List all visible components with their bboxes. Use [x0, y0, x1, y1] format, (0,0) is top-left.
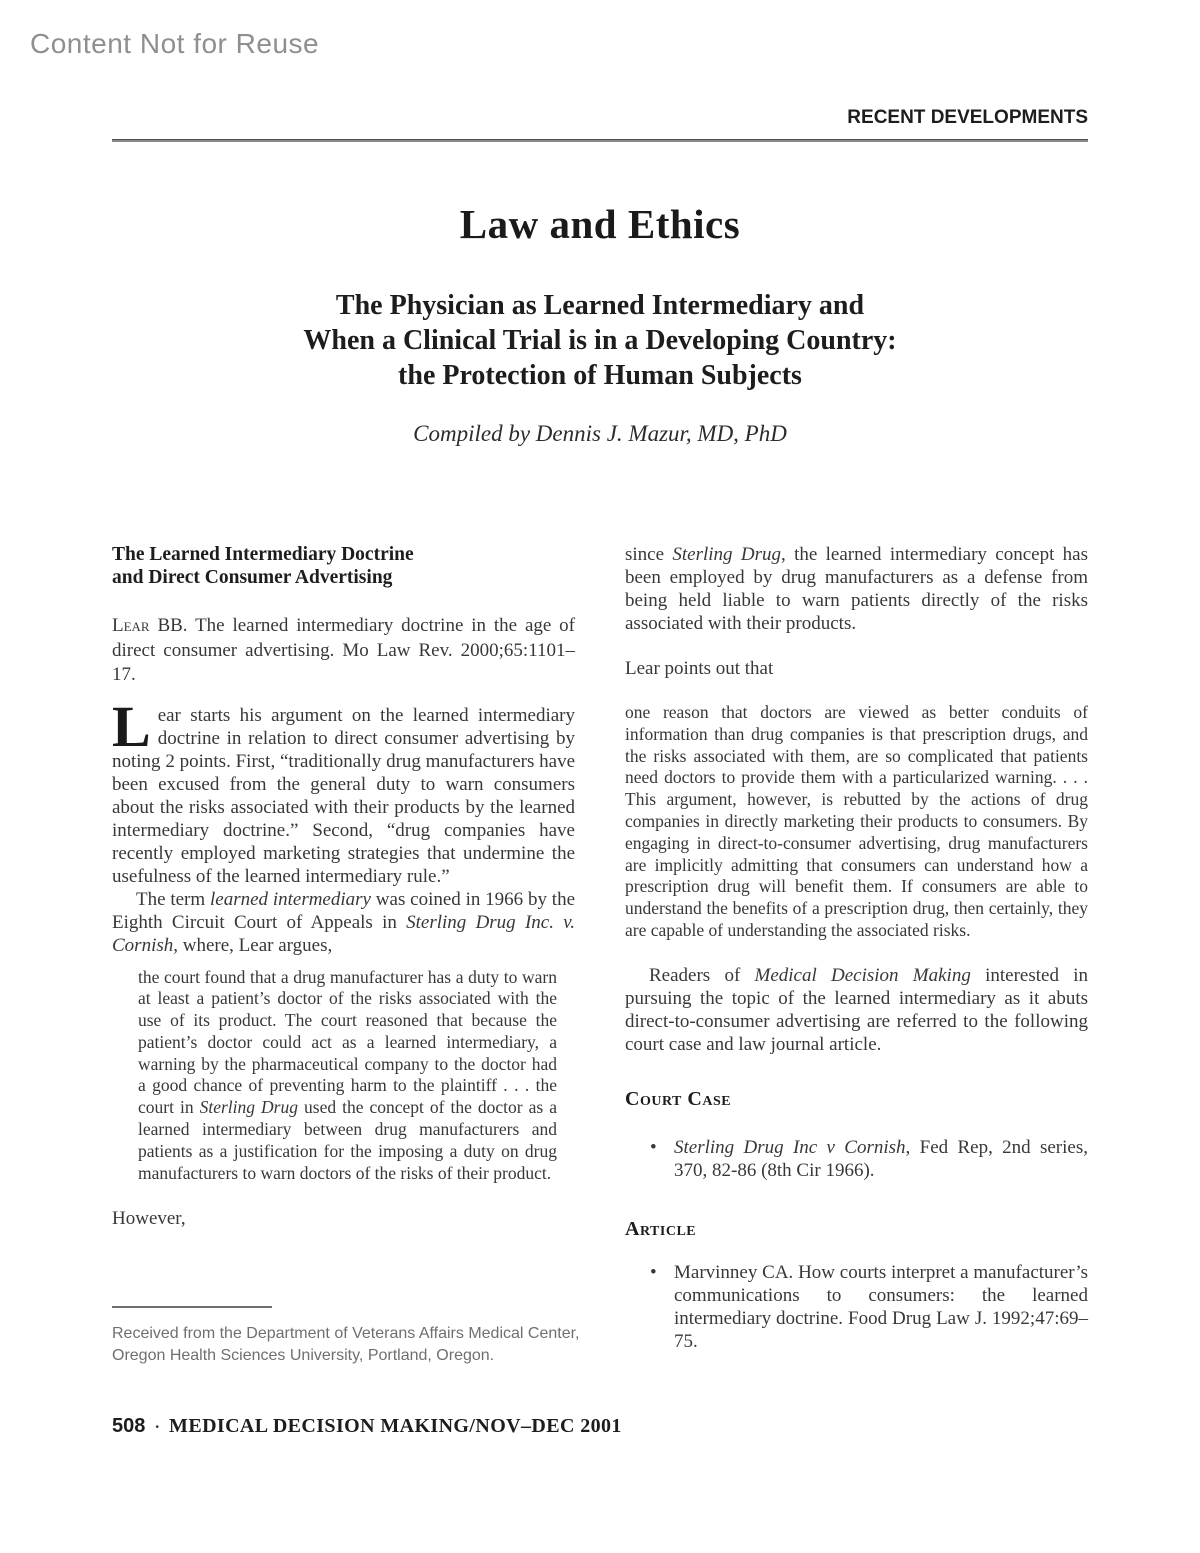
section-heading [112, 543, 575, 589]
journal-title: MEDICAL DECISION MAKING/NOV–DEC 2001 [169, 1415, 622, 1437]
however-text: However, [112, 1208, 186, 1230]
section-heading-line-2: and Direct Consumer Advertising [112, 567, 393, 588]
left-column [112, 543, 575, 1353]
article-list-item [625, 1261, 1088, 1353]
page-number: 508 [112, 1415, 146, 1437]
subtitle-line-1: The Physician as Learned Intermediary and [335, 290, 865, 321]
lead-paragraph-text: ear starts his argument on the learned intermediary doctrine in relation to direct consumer advertising by noting 2 points. First, “traditionally drug manufacturers have been excused from the general duty to warn consumers about the risks associated with their products by the learned intermediary doctrine.” Second, “drug companies have recently employed marketing strategies that undermine the usefulness of the learned intermediary rule.” [112, 704, 575, 887]
bullet-icon: • [650, 1136, 657, 1158]
footnote-rule [112, 1306, 272, 1308]
article-body [112, 543, 1088, 1353]
drop-cap: L [112, 693, 151, 759]
readers-paragraph: Readers of Medical Decision Making interested in pursuing the topic of the learned intermediary as it abuts direct-to-consumer advertising are referred to the following court case and law journal article. [625, 964, 1088, 1055]
court-case-reference: Sterling Drug Inc v Cornish, Fed Rep, 2nd series, 370, 82-86 (8th Cir 1966). [674, 1136, 1088, 1181]
page-title: Law and Ethics [459, 201, 741, 247]
lead-paragraph [112, 693, 575, 888]
citation-paragraph: Lear BB. The learned intermediary doctrine in the age of direct consumer advertising. Mo Law Rev. 2000;65:1101–17. [112, 615, 575, 685]
subtitle-line-3: the Protection of Human Subjects [398, 360, 802, 391]
article-reference: Marvinney CA. How courts interpret a manufacturer’s communications to consumers: the learned intermediary doctrine. Food Drug Law J. 1992;47:69–75. [674, 1261, 1088, 1352]
court-quote-block: the court found that a drug manufacturer has a duty to warn at least a patient’s doctor of the risks associated with the use of its product. The court reasoned that because the patient’s doctor could act as a learned intermediary, a warning by the pharmaceutical company to the doctor had a good chance of preventing harm to the plaintiff . . . the court in Sterling Drug used the concept of the doctor as a learned intermediary between drug manufacturers and patients as a justification for the imposing a duty on drug manufacturers to warn doctors of the risks of their product. [138, 966, 557, 1183]
running-head: RECENT DEVELOPMENTS [847, 107, 1088, 128]
header-rule [112, 139, 1088, 142]
byline: Compiled by Dennis J. Mazur, MD, PhD [413, 421, 787, 446]
footer-separator: · [154, 1417, 161, 1436]
footnote-text: Received from the Department of Veterans Affairs Medical Center, Oregon Health Sciences University, Portland, Oregon. [112, 1325, 580, 1364]
continuation-paragraph: since Sterling Drug, the learned intermediary concept has been employed by drug manufacturers as a defense from being held liable to warn patients directly of the risks associated with their products. [625, 544, 1089, 634]
term-paragraph: The term learned intermediary was coined in 1966 by the Eighth Circuit Court of Appeals in Sterling Drug Inc. v. Cornish, where, Lear argues, [112, 888, 576, 956]
page-subtitle [0, 288, 1200, 393]
subtitle-line-2: When a Clinical Trial is in a Developing Country: [303, 325, 897, 356]
court-case-heading: Court Case [625, 1087, 732, 1110]
page-footer [112, 1415, 622, 1438]
right-column [625, 543, 1088, 1353]
section-heading-line-1: The Learned Intermediary Doctrine [112, 544, 414, 565]
article-heading: Article [625, 1217, 697, 1240]
watermark-text: Content Not for Reuse [30, 28, 320, 59]
footnote-block [112, 1306, 582, 1367]
lear-intro-text: Lear points out that [625, 658, 774, 679]
court-case-list-item [625, 1136, 1088, 1182]
bullet-icon: • [650, 1261, 657, 1283]
lear-quote-block: one reason that doctors are viewed as better conduits of information than drug companies is that prescription drugs, and the risks associated with them, are so complicated that patients need doctors to provide them with a particularized warning. . . . This argument, however, is rebutted by the actions of drug companies in directly marketing their products to consumers. By engaging in direct-to-consumer advertising, drug manufacturers are implicitly admitting that consumers can understand how a prescription drug will benefit them. If consumers are able to understand the benefits of a prescription drug, then certainly, they are capable of understanding the associated risks. [625, 702, 1088, 940]
